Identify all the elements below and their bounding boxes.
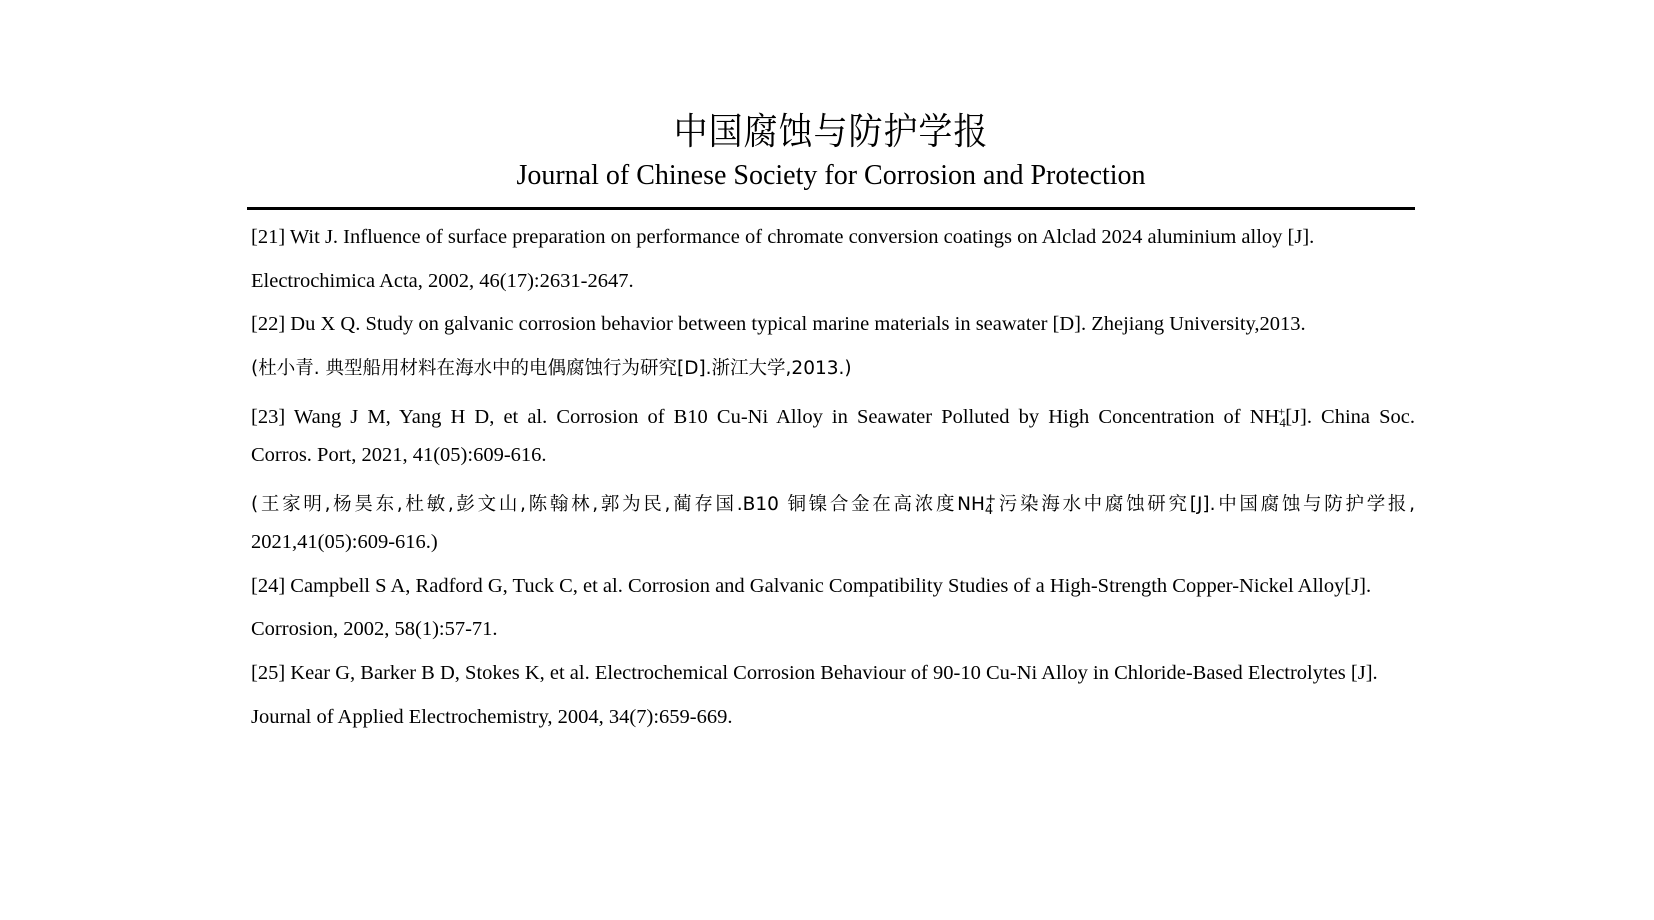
reference-23 bbox=[251, 390, 1415, 564]
nh4-subscript-cn: 4 bbox=[984, 502, 994, 518]
reference-22-line-2-chinese: (杜小青. 典型船用材料在海水中的电偶腐蚀行为研究[D].浙江大学,2013.) bbox=[251, 357, 852, 379]
reference-23-line-3-tail: 污染海水中腐蚀研究[J].中国腐蚀与防护学报, bbox=[996, 493, 1416, 515]
nh4-superscript: + bbox=[1277, 404, 1286, 420]
reference-23-line-2: Corros. Port, 2021, 41(05):609-616. bbox=[251, 443, 547, 466]
reference-list bbox=[251, 216, 1415, 739]
reference-25 bbox=[251, 652, 1415, 739]
header-divider bbox=[247, 207, 1415, 210]
reference-23-line-1 bbox=[251, 390, 1415, 434]
reference-24-line-1: [24] Campbell S A, Radford G, Tuck C, et al. Corrosion and Galvanic Compatibility Studies of a High-Strength Copper-Nickel Alloy[J]. bbox=[251, 574, 1372, 597]
reference-23-line-3-chinese bbox=[251, 478, 1415, 522]
reference-21-line-2: Electrochimica Acta, 2002, 46(17):2631-2647. bbox=[251, 269, 634, 292]
nh4-superscript-cn: + bbox=[985, 491, 997, 507]
reference-22 bbox=[251, 303, 1415, 390]
reference-21 bbox=[251, 216, 1415, 303]
journal-title-english: Journal of Chinese Society for Corrosion and Protection bbox=[516, 160, 1146, 191]
reference-25-line-1: [25] Kear G, Barker B D, Stokes K, et al. Electrochemical Corrosion Behaviour of 90-10 Cu-Ni Alloy in Chloride-Based Electrolytes [J]. bbox=[251, 661, 1378, 684]
reference-23-line-3-text: (王家明,杨昊东,杜敏,彭文山,陈翰林,郭为民,蔺存国.B10 铜镍合金在高浓度NH bbox=[251, 493, 985, 515]
reference-22-line-1: [22] Du X Q. Study on galvanic corrosion behavior between typical marine materials in seawater [D]. Zhejiang University,2013. bbox=[251, 313, 1306, 336]
reference-25-line-2: Journal of Applied Electrochemistry, 2004, 34(7):659-669. bbox=[251, 705, 733, 728]
reference-24 bbox=[251, 565, 1415, 652]
reference-23-line-1-text: [23] Wang J M, Yang H D, et al. Corrosion of B10 Cu-Ni Alloy in Seawater Polluted by High Concentration of NH bbox=[251, 406, 1280, 429]
journal-header bbox=[247, 108, 1415, 194]
nh4-subscript: 4 bbox=[1279, 415, 1286, 431]
journal-title-chinese: 中国腐蚀与防护学报 bbox=[673, 110, 989, 153]
reference-23-line-4: 2021,41(05):609-616.) bbox=[251, 531, 438, 554]
reference-21-line-1: [21] Wit J. Influence of surface preparation on performance of chromate conversion coatings on Alclad 2024 aluminium alloy [J]. bbox=[251, 226, 1315, 248]
reference-24-line-2: Corrosion, 2002, 58(1):57-71. bbox=[251, 618, 498, 641]
reference-23-line-1-tail: [J]. China Soc. bbox=[1285, 406, 1415, 429]
